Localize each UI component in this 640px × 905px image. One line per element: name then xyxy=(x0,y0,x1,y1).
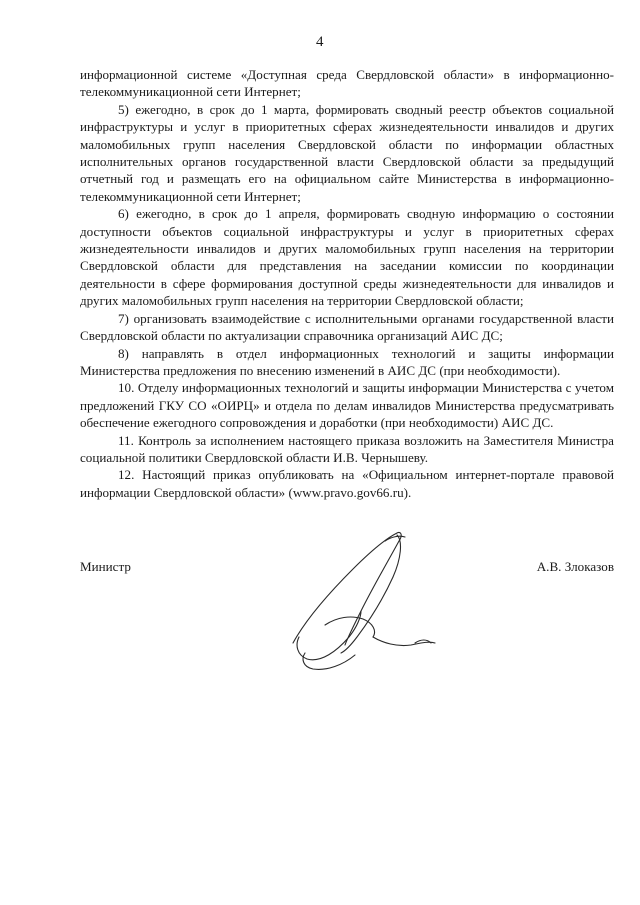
paragraph-section-10: 10. Отделу информационных технологий и защиты информации Министерства с учетом предложений ГКУ СО «ОИРЦ» и отдела по делам инвалидов Министерства предусматривать обеспечение ежегодного сопровождения и доработки (при необходимости) АИС ДС. xyxy=(80,380,614,431)
paragraph-item-7: 7) организовать взаимодействие с исполнительными органами государственной власти Свердловской области по актуализации справочника организаций АИС ДС; xyxy=(80,310,614,344)
paragraph-section-12: 12. Настоящий приказ опубликовать на «Официальном интернет-портале правовой информации Свердловской области» (www.pravo.gov66.ru). xyxy=(80,467,614,500)
paragraph-continuation: информационной системе «Доступная среда Свердловской области» в информационно-телекоммуникационной сети Интернет; xyxy=(80,67,614,100)
paragraph-item-5: 5) ежегодно, в срок до 1 марта, формировать сводный реестр объектов социальной инфраструктуры и услуг в приоритетных сферах жизнедеятельности инвалидов и других маломобильных групп населения Свердловской области по информации областных исполнительных органов государственной власти Свердловской области за предыдущий отчетный год и размещать его на официальном сайте Министерства в информационно-телекоммуникационной сети Интернет; xyxy=(80,101,614,204)
handwritten-signature xyxy=(265,525,445,675)
paragraph-item-8: 8) направлять в отдел информационных технологий и защиты информации Министерства предложения по внесению изменений в АИС ДС (при необходимости). xyxy=(80,345,614,378)
document-body xyxy=(80,66,614,501)
signatory-title: Министр xyxy=(80,559,131,574)
paragraph-item-6: 6) ежегодно, в срок до 1 апреля, формировать сводную информацию о состоянии доступности объектов социальной инфраструктуры и услуг в приоритетных сферах жизнедеятельности инвалидов и других маломобильных групп населения на территории Свердловской области для представления на заседании комиссии по координации деятельности в сфере формирования доступной среды жизнедеятельности для инвалидов и других маломобильных групп населения на территории Свердловской области; xyxy=(80,206,614,309)
page-number: 4 xyxy=(316,34,324,50)
paragraph-section-11: 11. Контроль за исполнением настоящего приказа возложить на Заместителя Министра социальной политики Свердловской области И.В. Чернышеву. xyxy=(80,432,614,465)
signatory-name: А.В. Злоказов xyxy=(536,559,614,574)
